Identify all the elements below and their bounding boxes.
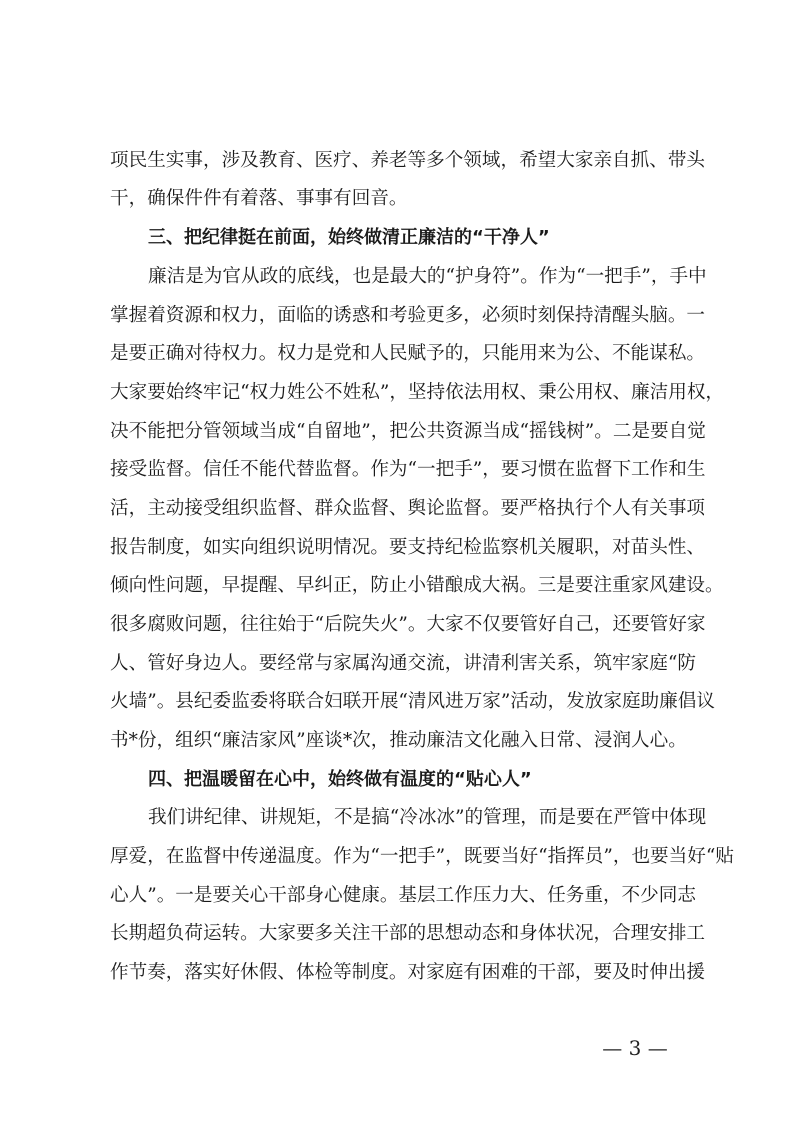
paragraph-line: 火墙”。县纪委监委将联合妇联开展“清风进万家”活动，发放家庭助廉倡议 — [110, 691, 715, 712]
paragraph-line: 项民生实事，涉及教育、医疗、养老等多个领域，希望大家亲自抓、带头 — [110, 150, 706, 171]
paragraph-line: 活，主动接受组织监督、群众监督、舆论监督。要严格执行个人有关事项 — [110, 498, 706, 519]
paragraph-line: 长期超负荷运转。大家要多关注干部的思想动态和身体状况，合理安排工 — [110, 923, 706, 944]
paragraph-line: 我们讲纪律、讲规矩，不是搞“冷冰冰”的管理，而是要在严管中体现 — [148, 807, 707, 828]
paragraph-line: 作节奏，落实好休假、体检等制度。对家庭有困难的干部，要及时伸出援 — [110, 962, 706, 983]
paragraph-line: 很多腐败问题，往往始于“后院失火”。大家不仅要管好自己，还要管好家 — [110, 614, 706, 635]
paragraph-line: 书*份，组织“廉洁家风”座谈*次，推动廉洁文化融入日常、浸润人心。 — [110, 730, 687, 751]
section-heading-4: 四、把温暖留在心中，始终做有温度的“贴心人” — [148, 769, 532, 790]
paragraph-line: 报告制度，如实向组织说明情况。要支持纪检监察机关履职，对苗头性、 — [110, 537, 706, 558]
section-heading-3: 三、把纪律挺在前面，始终做清正廉洁的“干净人” — [148, 227, 550, 248]
paragraph-line: 接受监督。信任不能代替监督。作为“一把手”，要习惯在监督下工作和生 — [110, 459, 706, 480]
paragraph-line: 大家要始终牢记“权力姓公不姓私”，坚持依法用权、秉公用权、廉洁用权， — [110, 382, 725, 403]
page-number: — 3 — — [602, 1036, 668, 1060]
paragraph-line: 厚爱，在监督中传递温度。作为“一把手”，既要当好“指挥员”，也要当好“贴 — [110, 846, 734, 867]
paragraph-line: 掌握着资源和权力，面临的诱惑和考验更多，必须时刻保持清醒头脑。一 — [110, 305, 706, 326]
paragraph-line: 人、管好身边人。要经常与家属沟通交流，讲清利害关系，筑牢家庭“防 — [110, 653, 696, 674]
paragraph-line: 干，确保件件有着落、事事有回音。 — [110, 188, 408, 209]
paragraph-line: 心人”。一是要关心干部身心健康。基层工作压力大、任务重，不少同志 — [110, 885, 696, 906]
paragraph-line: 是要正确对待权力。权力是党和人民赋予的，只能用来为公、不能谋私。 — [110, 343, 706, 364]
paragraph-line: 倾向性问题，早提醒、早纠正，防止小错酿成大祸。三是要注重家风建设。 — [110, 575, 724, 596]
paragraph-line: 廉洁是为官从政的底线，也是最大的“护身符”。作为“一把手”，手中 — [148, 266, 707, 287]
paragraph-line: 决不能把分管领域当成“自留地”，把公共资源当成“摇钱树”。二是要自觉 — [110, 421, 706, 442]
